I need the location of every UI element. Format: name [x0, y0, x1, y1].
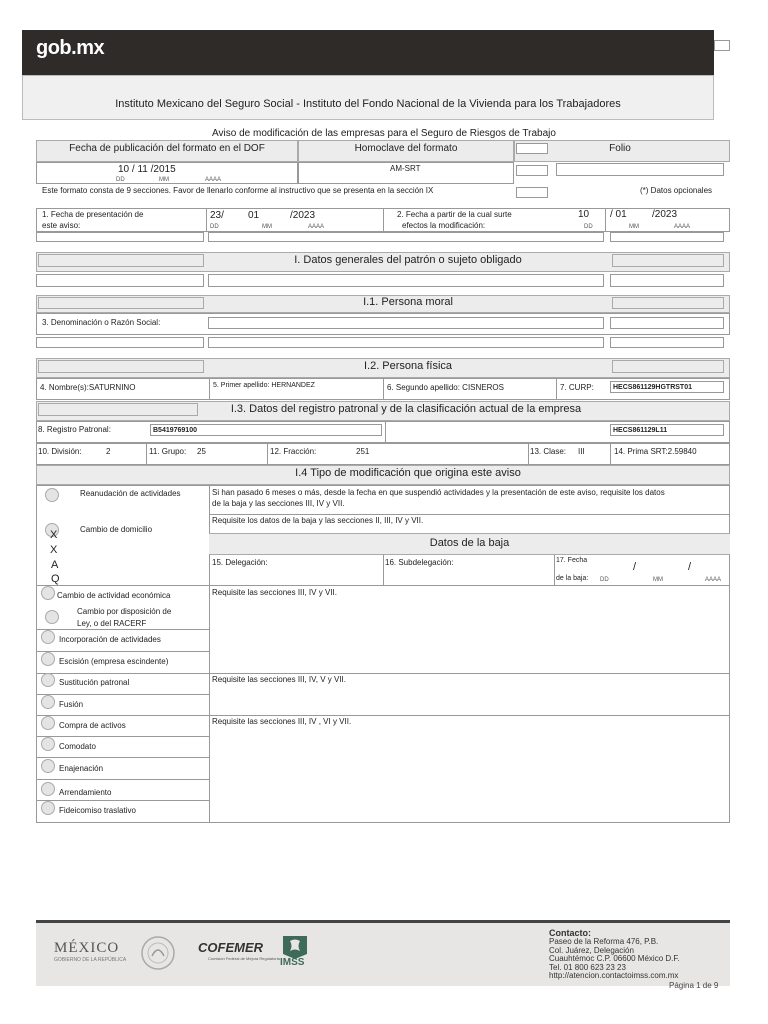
mark-1: X — [50, 529, 58, 541]
note-reanudacion-2: de la baja y las secciones III, IV y VII. — [212, 499, 345, 508]
baja-divider-2 — [554, 555, 555, 585]
baja-mm-caption: MM — [653, 577, 663, 583]
section12-left-box — [38, 360, 204, 373]
fraccion-value[interactable]: 251 — [356, 447, 370, 456]
radio-sustitucion[interactable] — [41, 673, 55, 687]
section12-title: I.2. Persona física — [363, 360, 453, 372]
cl-divider-1 — [146, 443, 147, 465]
pf-divider-3 — [556, 378, 557, 400]
radio-reanudacion[interactable] — [45, 488, 59, 502]
cl-divider-4 — [610, 443, 611, 465]
mod-hline-4 — [36, 673, 730, 674]
field13-label: 13. Clase: — [530, 447, 567, 456]
field15-delegacion[interactable]: 15. Delegación: — [212, 558, 268, 567]
mark-2: X — [50, 544, 58, 556]
option-incorporacion[interactable]: Incorporación de actividades — [59, 635, 161, 644]
field1-mm-caption: MM — [262, 224, 272, 230]
s11-sub-b — [208, 337, 604, 348]
cofemer-logo: COFEMER — [198, 940, 263, 955]
header-corner-box — [714, 40, 730, 51]
field2-aaaa-caption: AAAA — [674, 224, 691, 230]
option-actividad-economica[interactable]: Cambio de actividad económica — [57, 591, 171, 600]
note-compra-activos: Requisite las secciones III, IV , VI y VII. — [212, 717, 352, 726]
section14-title: I.4 Tipo de modificación que origina este aviso — [295, 467, 521, 479]
form-title: Aviso de modificación de las empresas para el Seguro de Riesgos de Trabajo — [212, 128, 556, 139]
option-disposicion-ley-a[interactable]: Cambio por disposición de — [77, 607, 172, 616]
cofemer-logo-sub: Comisión Federal de Mejora Regulatoria — [208, 956, 280, 961]
option-disposicion-ley-b[interactable]: Ley, o del RACERF — [77, 619, 147, 628]
option-fideicomiso[interactable]: Fideicomiso traslativo — [59, 806, 136, 815]
field1-dd-caption: DD — [210, 224, 219, 230]
baja-divider-1 — [383, 555, 384, 585]
left-hline-g — [36, 779, 210, 780]
contact-line: Tel. 01 800 623 23 23 — [549, 962, 626, 972]
dates-divider-2 — [383, 208, 384, 232]
left-hline-h — [36, 800, 210, 801]
contact-title: Contacto: — [549, 928, 591, 938]
baja-slash-1: / — [633, 561, 637, 573]
baja-title: Datos de la baja — [429, 537, 510, 549]
note-cambio-domicilio: Requisite los datos de la baja y las secciones II, III, IV y VII. — [212, 516, 424, 525]
note-sustitucion: Requisite las secciones III, IV, V y VII. — [212, 675, 346, 684]
rfc-input[interactable]: HECS861129L11 — [610, 424, 724, 436]
instructions-box — [516, 187, 548, 198]
contact-line: Paseo de la Reforma 476, P.B. — [549, 937, 659, 946]
radio-disposicion-ley[interactable] — [45, 610, 59, 624]
radio-actividad-economica[interactable] — [41, 586, 55, 600]
razon-social-input[interactable] — [208, 317, 604, 329]
section1-left-box — [38, 254, 204, 267]
field17-label-a: 17. Fecha — [556, 557, 588, 564]
pub-mm-caption: MM — [159, 177, 169, 183]
radio-escision[interactable] — [41, 652, 55, 666]
clase-value[interactable]: III — [578, 447, 585, 456]
mark-3: A — [51, 559, 59, 571]
field5-primer-apellido[interactable]: 5. Primer apellido: HERNANDEZ — [213, 382, 315, 389]
field11-label: 11. Grupo: — [149, 447, 187, 456]
folio-small-box — [516, 143, 548, 154]
dates-divider-1 — [206, 208, 207, 232]
radio-incorporacion[interactable] — [41, 630, 55, 644]
option-enajenacion[interactable]: Enajenación — [59, 764, 104, 773]
mod-hline-3 — [209, 585, 730, 586]
field4-nombre[interactable]: 4. Nombre(s):SATURNINO — [40, 383, 136, 392]
section12-right-box — [612, 360, 724, 373]
registro-patronal-input[interactable]: B5419769100 — [150, 424, 382, 436]
option-arrendamiento[interactable]: Arrendamiento — [59, 788, 112, 797]
mod-hline-5 — [36, 715, 730, 716]
field12-label: 12. Fracción: — [270, 447, 317, 456]
dates-sub-box-1 — [36, 232, 204, 242]
cl-divider-3 — [528, 443, 529, 465]
left-hline-c — [36, 651, 210, 652]
field1-label-b: este aviso: — [42, 221, 81, 230]
registro-divider — [385, 421, 386, 443]
instructions-text: Este formato consta de 9 secciones. Favor de llenarlo conforme al instructivo que se presenta en la sección IX — [42, 186, 434, 195]
section11-left-box — [38, 297, 204, 309]
radio-enajenacion[interactable] — [41, 759, 55, 773]
gobmx-logo: gob.mx — [36, 37, 105, 59]
section1-right-box — [612, 254, 724, 267]
pf-divider-2 — [383, 378, 384, 400]
field1-mm[interactable]: 01 — [248, 210, 260, 221]
option-escision[interactable]: Escisión (empresa escindente) — [59, 657, 169, 666]
option-comodato[interactable]: Comodato — [59, 742, 96, 751]
dates-divider-3 — [605, 208, 606, 232]
option-sustitucion[interactable]: Sustitución patronal — [59, 678, 130, 687]
folio-input[interactable] — [556, 163, 724, 176]
left-hline-e — [36, 736, 210, 737]
dates-sub-box-3 — [610, 232, 724, 242]
note-actividad-economica: Requisite las secciones III, IV y VII. — [212, 588, 337, 597]
page-number: Página 1 de 9 — [669, 981, 719, 990]
section11-title: I.1. Persona moral — [363, 296, 453, 308]
pub-aaaa-caption: AAAA — [205, 177, 222, 183]
field2-dd[interactable]: 10 — [578, 209, 590, 220]
field1-aaaa-caption: AAAA — [308, 224, 325, 230]
option-reanudacion[interactable]: Reanudación de actividades — [80, 489, 181, 498]
radio-fideicomiso[interactable] — [41, 801, 55, 815]
mexico-logo: MÉXICO — [54, 940, 120, 956]
field2-mm[interactable]: / 01 — [610, 209, 627, 220]
field1-label-a: 1. Fecha de presentación de — [42, 210, 144, 219]
homoclave-label: Homoclave del formato — [354, 143, 458, 154]
folio-input-small[interactable] — [516, 165, 548, 176]
baja-dd-caption: DD — [600, 577, 609, 583]
folio-label: Folio — [609, 143, 631, 154]
left-hline-f — [36, 757, 210, 758]
field1-yy[interactable]: /2023 — [290, 210, 316, 221]
radio-arrendamiento[interactable] — [41, 782, 55, 796]
pub-date-value: 10 / 11 /2015 — [118, 164, 176, 175]
radio-compra-activos[interactable] — [41, 716, 55, 730]
note-reanudacion-1: Si han pasado 6 meses o más, desde la fecha en que suspendió actividades y la presentación de este aviso, requisite los datos — [212, 488, 665, 497]
field6-segundo-apellido[interactable]: 6. Segundo apellido: CISNEROS — [387, 383, 504, 392]
division-value[interactable]: 2 — [106, 447, 111, 456]
option-fusion[interactable]: Fusión — [59, 700, 84, 709]
pf-divider-1 — [209, 378, 210, 400]
contact-line: Cuauhtémoc C.P. 06600 México D.F. — [549, 954, 680, 964]
razon-social-extra[interactable] — [610, 317, 724, 329]
pub-date-label: Fecha de publicación del formato en el DOF — [69, 143, 265, 154]
field16-subdelegacion[interactable]: 16. Subdelegación: — [385, 558, 454, 567]
curp-input[interactable]: HECS861129HGTRST01 — [610, 381, 724, 393]
grupo-value[interactable]: 25 — [197, 447, 206, 456]
mod-hline-1 — [209, 514, 730, 515]
section13-left-box — [38, 403, 198, 416]
s11-sub-a — [36, 337, 204, 348]
left-hline-a — [36, 585, 210, 586]
baja-slash-2: / — [688, 561, 692, 573]
imss-logo: IMSS — [280, 957, 305, 968]
field2-label-b: efectos la modificación: — [402, 221, 486, 230]
field8-label: 8. Registro Patronal: — [38, 425, 111, 434]
contact-link[interactable]: http://atencion.contactoimss.com.mx — [549, 971, 679, 981]
option-compra-activos[interactable]: Compra de activos — [59, 721, 126, 730]
left-hline-b — [36, 629, 210, 630]
field7-label: 7. CURP: — [560, 383, 594, 392]
radio-comodato[interactable] — [41, 737, 55, 751]
institution-banner: Instituto Mexicano del Seguro Social - Instituto del Fondo Nacional de la Vivienda para los Trabajadores — [22, 75, 714, 120]
field10-label: 10. División: — [38, 447, 82, 456]
section1-field-a — [36, 274, 204, 287]
dates-sub-box-2 — [208, 232, 604, 242]
mexico-logo-sub: GOBIERNO DE LA REPÚBLICA — [54, 957, 127, 963]
field2-dd-caption: DD — [584, 224, 593, 230]
option-cambio-domicilio[interactable]: Cambio de domicilio — [80, 525, 153, 534]
field2-yy[interactable]: /2023 — [652, 209, 678, 220]
field1-dd[interactable]: 23/ — [210, 210, 224, 221]
field14-prima[interactable]: 14. Prima SRT:2.59840 — [614, 447, 697, 456]
pub-dd-caption: DD — [116, 177, 125, 183]
escudo-icon — [139, 934, 177, 972]
section13-title: I.3. Datos del registro patronal y de la clasificación actual de la empresa — [230, 403, 582, 415]
radio-fusion[interactable] — [41, 695, 55, 709]
top-header-bar — [22, 30, 714, 75]
rfc-blank — [388, 424, 604, 436]
section11-right-box — [612, 297, 724, 309]
baja-aaaa-caption: AAAA — [705, 577, 722, 583]
field3-label: 3. Denominación o Razón Social: — [42, 318, 161, 327]
contact-line: Col. Juárez, Delegación — [549, 945, 634, 955]
field2-label-a: 2. Fecha a partir de la cual surte — [397, 210, 512, 219]
section1-field-b — [208, 274, 604, 287]
field17-label-b: de la baja: — [556, 575, 589, 582]
optional-note: (*) Datos opcionales — [640, 186, 713, 195]
section1-title: I. Datos generales del patrón o sujeto obligado — [294, 254, 522, 266]
homoclave-value: AM-SRT — [390, 164, 421, 173]
contact-block — [549, 938, 680, 981]
s11-sub-c — [610, 337, 724, 348]
section1-field-c — [610, 274, 724, 287]
mark-4: Q — [51, 573, 60, 585]
left-hline-d — [36, 694, 210, 695]
cl-divider-2 — [267, 443, 268, 465]
field2-mm-caption: MM — [629, 224, 639, 230]
